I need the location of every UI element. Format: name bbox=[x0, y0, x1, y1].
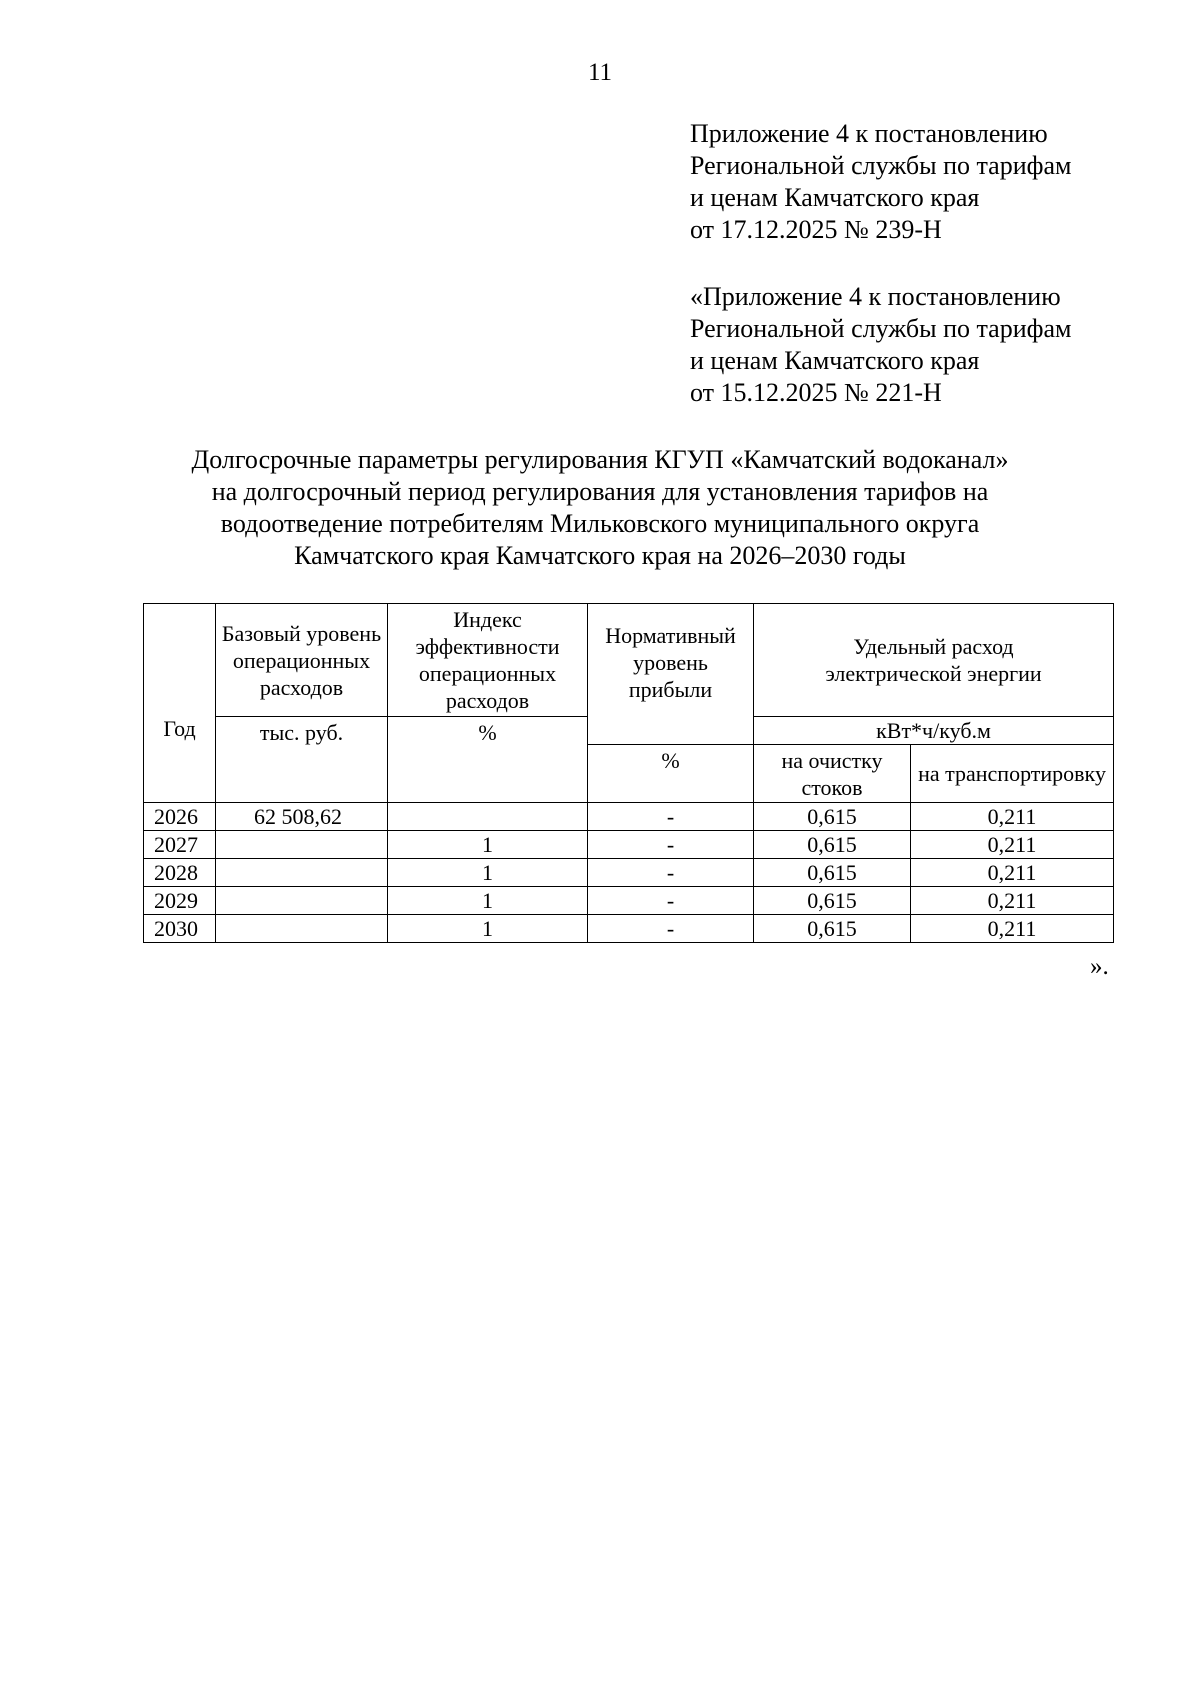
cell-efficiency-index: 1 bbox=[388, 859, 588, 887]
cell-profit-level: - bbox=[588, 831, 754, 859]
cell-profit-level: - bbox=[588, 915, 754, 943]
cell-energy-transport: 0,211 bbox=[911, 831, 1114, 859]
appendix-line: Региональной службы по тарифам bbox=[690, 314, 1072, 343]
title-line: Камчатского края Камчатского края на 2026–2030 годы bbox=[294, 541, 906, 570]
cell-energy-transport: 0,211 bbox=[911, 915, 1114, 943]
header-year: Год bbox=[144, 604, 216, 803]
table-row bbox=[144, 803, 1114, 831]
cell-energy-cleaning: 0,615 bbox=[754, 915, 911, 943]
cell-year: 2029 bbox=[144, 887, 216, 915]
appendix-line: Приложение 4 к постановлению bbox=[690, 119, 1048, 148]
appendix-line: и ценам Камчатского края bbox=[690, 183, 980, 212]
header-energy-cleaning: на очистку стоков bbox=[754, 745, 911, 803]
header-base-level: Базовый уровень операционных расходов bbox=[216, 604, 388, 717]
document-title bbox=[0, 444, 1200, 572]
header-profit-level: Нормативный уровень прибыли bbox=[588, 604, 754, 745]
cell-profit-level: - bbox=[588, 859, 754, 887]
appendix-line: «Приложение 4 к постановлению bbox=[690, 282, 1061, 311]
cell-efficiency-index bbox=[388, 803, 588, 831]
cell-energy-cleaning: 0,615 bbox=[754, 803, 911, 831]
cell-energy-transport: 0,211 bbox=[911, 859, 1114, 887]
page-number: 11 bbox=[587, 59, 613, 86]
cell-base-level: 62 508,62 bbox=[216, 803, 388, 831]
appendix-line: и ценам Камчатского края bbox=[690, 346, 980, 375]
cell-energy-transport: 0,211 bbox=[911, 887, 1114, 915]
title-line: водоотведение потребителям Мильковского муниципального округа bbox=[220, 509, 980, 538]
header-base-unit: тыс. руб. bbox=[216, 717, 388, 803]
cell-energy-cleaning: 0,615 bbox=[754, 887, 911, 915]
cell-year: 2028 bbox=[144, 859, 216, 887]
cell-base-level bbox=[216, 831, 388, 859]
cell-efficiency-index: 1 bbox=[388, 887, 588, 915]
title-line: Долгосрочные параметры регулирования КГУП «Камчатский водоканал» bbox=[191, 445, 1009, 474]
cell-profit-level: - bbox=[588, 887, 754, 915]
cell-energy-transport: 0,211 bbox=[911, 803, 1114, 831]
appendix-line: Региональной службы по тарифам bbox=[690, 151, 1072, 180]
cell-base-level bbox=[216, 859, 388, 887]
header-energy-transport: на транспортировку bbox=[911, 745, 1114, 803]
cell-year: 2030 bbox=[144, 915, 216, 943]
table-row bbox=[144, 887, 1114, 915]
header-profit-unit: % bbox=[588, 745, 754, 803]
regulation-parameters-table bbox=[143, 603, 1114, 943]
header-energy-consumption: Удельный расход электрической энергии bbox=[754, 604, 1114, 717]
closing-quote-mark: ». bbox=[1090, 953, 1109, 980]
cell-efficiency-index: 1 bbox=[388, 831, 588, 859]
table-row bbox=[144, 831, 1114, 859]
cell-year: 2026 bbox=[144, 803, 216, 831]
cell-energy-cleaning: 0,615 bbox=[754, 859, 911, 887]
header-efficiency-unit: % bbox=[388, 717, 588, 803]
appendix-line: от 17.12.2025 № 239-Н bbox=[690, 215, 942, 244]
cell-base-level bbox=[216, 915, 388, 943]
appendix-line: от 15.12.2025 № 221-Н bbox=[690, 378, 942, 407]
appendix-current-reference bbox=[690, 118, 1160, 246]
title-line: на долгосрочный период регулирования для установления тарифов на bbox=[211, 477, 989, 506]
header-energy-unit: кВт*ч/куб.м bbox=[754, 717, 1114, 745]
header-efficiency-index: Индекс эффективности операционных расходов bbox=[388, 604, 588, 717]
cell-profit-level: - bbox=[588, 803, 754, 831]
cell-efficiency-index: 1 bbox=[388, 915, 588, 943]
cell-year: 2027 bbox=[144, 831, 216, 859]
table-header-row bbox=[144, 604, 1114, 717]
appendix-previous-reference bbox=[690, 281, 1160, 409]
table-row bbox=[144, 915, 1114, 943]
table-row bbox=[144, 859, 1114, 887]
cell-base-level bbox=[216, 887, 388, 915]
cell-energy-cleaning: 0,615 bbox=[754, 831, 911, 859]
